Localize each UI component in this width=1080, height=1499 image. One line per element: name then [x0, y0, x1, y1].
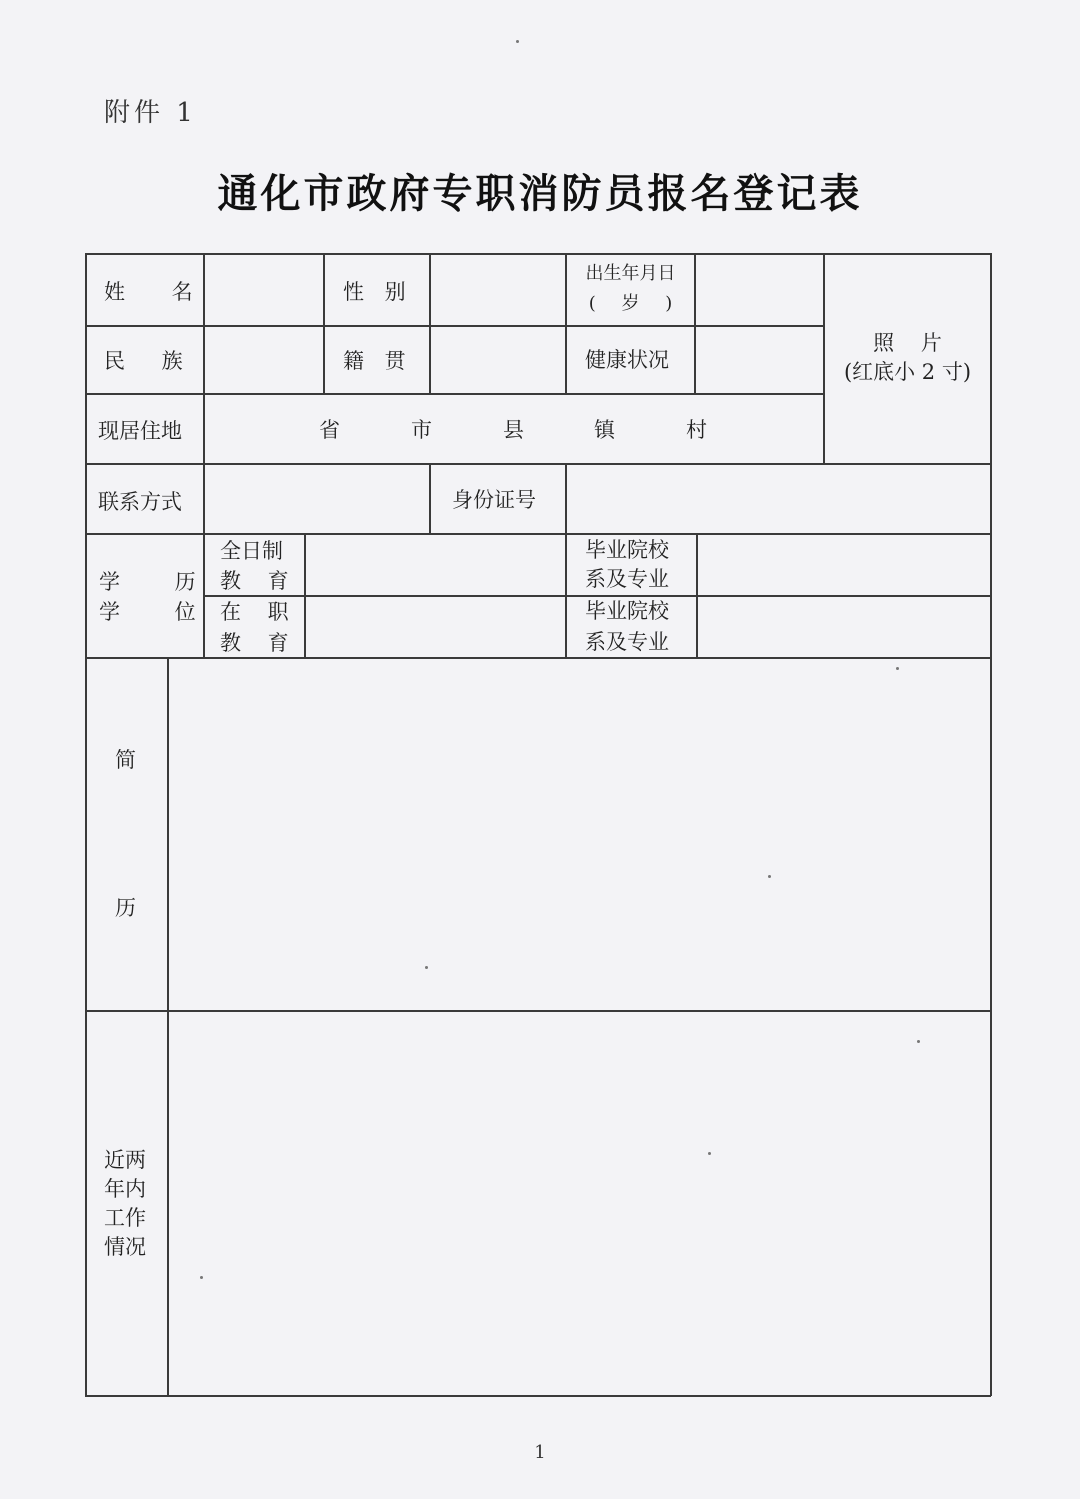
- birth-field[interactable]: [696, 255, 822, 324]
- health-field[interactable]: [696, 327, 822, 392]
- id-field[interactable]: [567, 465, 989, 532]
- photo-label-line2: (红底小 2 寸): [843, 360, 972, 384]
- inservice-education-field[interactable]: [306, 597, 564, 656]
- photo-label-line1: 照 片: [873, 331, 942, 355]
- column-line: [323, 253, 325, 394]
- inservice-school-field[interactable]: [698, 597, 989, 656]
- contact-field[interactable]: [205, 465, 428, 532]
- school-label-line1: 毕业院校: [585, 538, 669, 562]
- school-label-line1: 毕业院校: [585, 599, 669, 623]
- scan-speck: [768, 875, 771, 878]
- scan-speck: [425, 966, 428, 969]
- inservice-label-line1: 在 职: [220, 600, 289, 624]
- fulltime-school-field[interactable]: [698, 535, 989, 594]
- address-label: 现居住地: [98, 419, 182, 443]
- education-label-line2: 学 位: [99, 600, 196, 624]
- scan-speck: [896, 667, 899, 670]
- table-bottom-border: [85, 1395, 991, 1397]
- education-label-line1: 学 历: [99, 570, 196, 594]
- health-label: 健康状况: [585, 348, 669, 372]
- scan-speck: [917, 1040, 920, 1043]
- ethnicity-label: 民 族: [104, 349, 183, 373]
- fulltime-education-field[interactable]: [306, 535, 564, 594]
- resume-label-char1: 简: [115, 748, 136, 772]
- fulltime-label-line2: 教 育: [220, 569, 289, 593]
- row-line: [85, 393, 824, 395]
- resume-field[interactable]: [169, 659, 989, 1009]
- resume-label-char2: 历: [115, 896, 136, 920]
- work-label-line: 近两: [104, 1148, 146, 1172]
- page-number: 1: [534, 1442, 546, 1463]
- birth-label-line1: 出生年月日: [585, 263, 676, 284]
- address-province: 省: [319, 418, 340, 442]
- birth-label-line2: ( 岁 ): [588, 293, 673, 314]
- address-village: 村: [686, 418, 707, 442]
- school-label-line2: 系及专业: [585, 567, 669, 591]
- school-label-line2: 系及专业: [585, 630, 669, 654]
- page-title: 通化市政府专职消防员报名登记表: [217, 170, 863, 217]
- native-place-label: 籍 贯: [343, 349, 406, 373]
- work-field[interactable]: [169, 1012, 989, 1394]
- fulltime-label-line1: 全日制: [220, 539, 283, 563]
- inservice-label-line2: 教 育: [220, 631, 289, 655]
- native-place-field[interactable]: [431, 327, 564, 392]
- ethnicity-field[interactable]: [205, 327, 322, 392]
- table-left-border: [85, 253, 87, 1396]
- work-label-line: 情况: [104, 1235, 146, 1259]
- annex-label: 附件 1: [104, 98, 197, 128]
- name-field[interactable]: [205, 255, 322, 324]
- contact-label: 联系方式: [98, 490, 182, 514]
- name-label: 姓 名: [104, 280, 193, 304]
- gender-label: 性 别: [343, 280, 406, 304]
- column-line: [823, 253, 825, 464]
- address-city: 市: [411, 418, 432, 442]
- address-county: 县: [503, 418, 524, 442]
- column-line: [429, 463, 431, 534]
- scan-speck: [516, 40, 519, 43]
- address-town: 镇: [594, 418, 615, 442]
- scan-speck: [200, 1276, 203, 1279]
- work-label-line: 年内: [104, 1177, 146, 1201]
- table-right-border: [990, 253, 992, 1396]
- id-label: 身份证号: [452, 488, 536, 512]
- gender-field[interactable]: [431, 255, 564, 324]
- work-label-line: 工作: [104, 1206, 146, 1230]
- scan-speck: [708, 1152, 711, 1155]
